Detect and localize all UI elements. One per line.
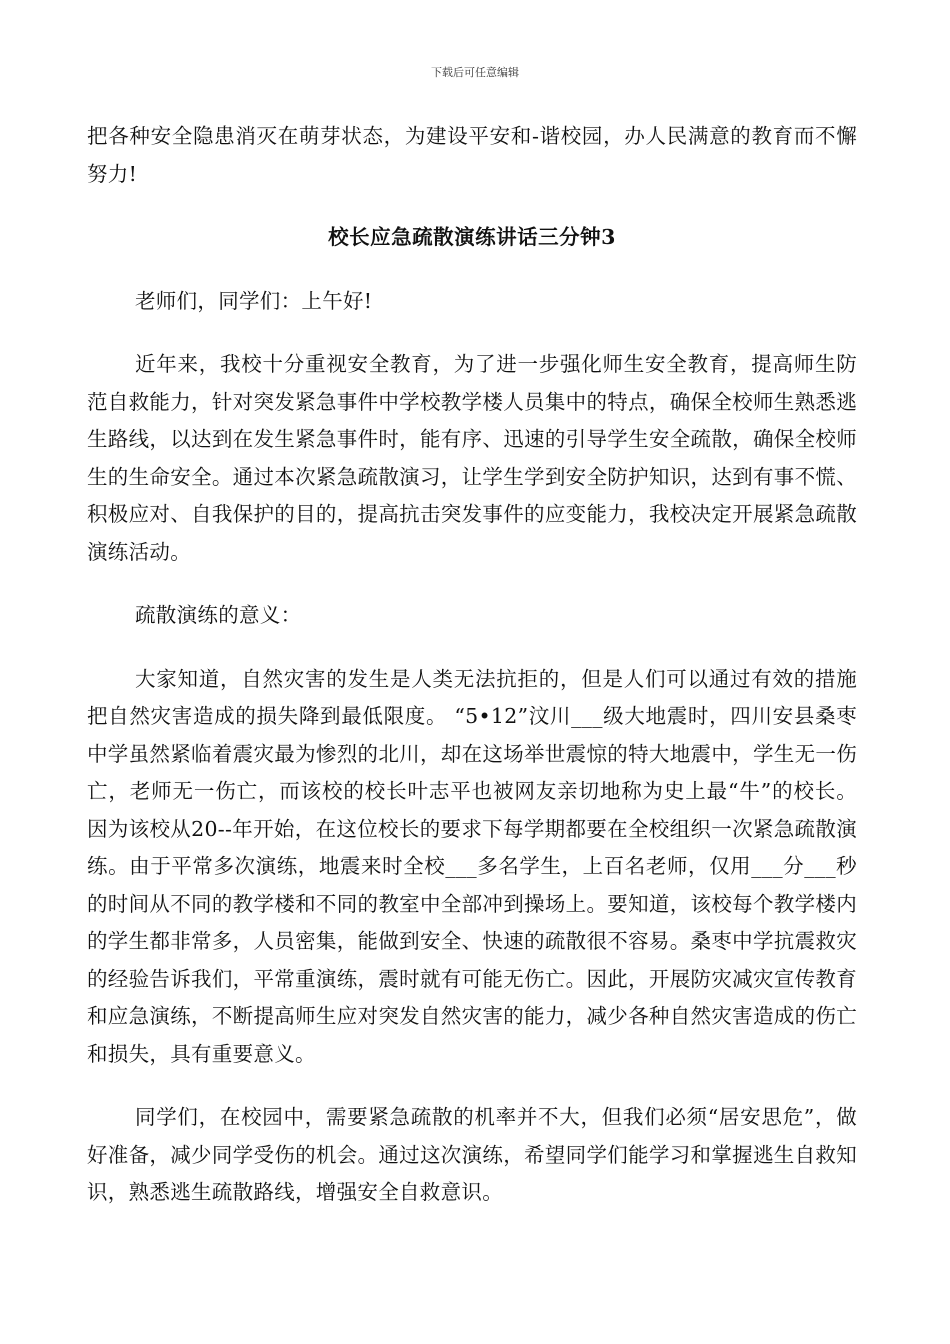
greeting: 老师们，同学们：上午好! [135, 288, 373, 313]
document-body [87, 118, 857, 1212]
document-title: 校长应急疏散演练讲话三分钟3 [328, 225, 616, 249]
paragraph-example: 大家知道，自然灾害的发生是人类无法抗拒的，但是人们可以通过有效的措施把自然灾害造成的损失降到最低限度。 “5•12”汶川___级大地震时，四川安县桑枣中学虽然紧临着震灾最为惨烈的北川，却在这场举世震惊的特大地震中，学生无一伤亡，老师无一伤亡，而该校的校长叶志平也被网友亲切地称为史上最“牛”的校长。因为该校从20--年开始，在这位校长的要求下每学期都要在全校组织一次紧急疏散演练。由于平常多次演练，地震来时全校___多名学生，上百名老师，仅用___分___秒的时间从不同的教学楼和不同的教室中全部冲到操场上。要知道，该校每个教学楼内的学生都非常多，人员密集，能做到安全、快速的疏散很不容易。桑枣中学抗震救灾的经验告诉我们，平常重演练，震时就有可能无伤亡。因此，开展防灾减灾宣传教育和应急演练，不断提高师生应对突发自然灾害的能力，减少各种自然灾害造成的伤亡和损失，具有重要意义。 [87, 666, 857, 1066]
continuation-paragraph: 把各种安全隐患消灭在萌芽状态，为建设平安和-谐校园，办人民满意的教育而不懈努力! [87, 124, 857, 186]
paragraph-background: 近年来，我校十分重视安全教育，为了进一步强化师生安全教育，提高师生防范自救能力，针对突发紧急事件中学校教学楼人员集中的特点，确保全校师生熟悉逃生路线，以达到在发生紧急事件时，能有序、迅速的引导学生安全疏散，确保全校师生的生命安全。通过本次紧急疏散演习，让学生学到安全防护知识，达到有事不慌、积极应对、自我保护的目的，提高抗击突发事件的应变能力，我校决定开展紧急疏散演练活动。 [87, 352, 857, 564]
paragraph-significance-heading: 疏散演练的意义： [135, 603, 302, 627]
header-note: 下载后可任意编辑 [431, 66, 519, 79]
paragraph-conclusion: 同学们，在校园中，需要紧急疏散的机率并不大，但我们必须“居安思危”，做好准备，减少同学受伤的机会。通过这次演练，希望同学们能学习和掌握逃生自救知识，熟悉逃生疏散路线，增强安全自救意识。 [87, 1105, 857, 1204]
